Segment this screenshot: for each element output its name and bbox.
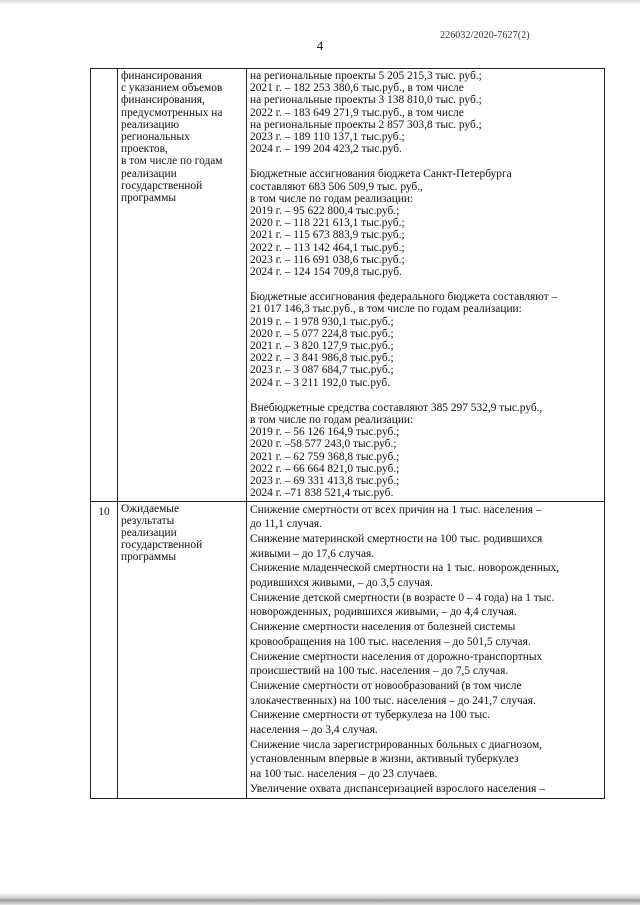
text-line: 2023 г. – 3 087 684,7 тыс.руб.; <box>250 364 394 377</box>
row-content-cell <box>247 69 605 502</box>
text-line: 2024 г. – 3 211 192,0 тыс.руб. <box>250 376 391 389</box>
text-line: региональных <box>121 131 190 144</box>
text-line: в том числе по годам реализации: <box>250 192 414 205</box>
text-line: Снижение смертности от всех причин на 1 тыс. населения – <box>250 503 542 516</box>
text-line: Снижение числа зарегистрированных больных с диагнозом, <box>250 738 543 751</box>
text-line: на региональные проекты 2 857 303,8 тыс. руб.; <box>250 118 482 131</box>
text-line: 2020 г. –58 577 243,0 тыс.руб.; <box>250 438 397 451</box>
row-label-cell <box>118 69 247 502</box>
text-line: государственной <box>121 179 203 192</box>
text-line: предусмотренных на <box>121 106 223 119</box>
text-line: с указанием объемов <box>121 82 223 95</box>
text-line: 2022 г. – 3 841 986,8 тыс.руб.; <box>250 352 394 365</box>
text-line: 2022 г. – 66 664 821,0 тыс.руб.; <box>250 462 400 475</box>
text-line: 2022 г. – 113 142 464,1 тыс.руб.; <box>250 241 405 254</box>
row-number-cell <box>91 69 118 502</box>
row-number-cell: 10 <box>91 501 118 798</box>
text-line: Снижение детской смертности (в возрасте 0 – 4 года) на 1 тыс. <box>250 591 555 604</box>
funding-paragraph <box>250 291 601 389</box>
page-number: 4 <box>316 38 324 53</box>
text-line: 2019 г. – 95 622 800,4 тыс.руб.; <box>250 205 400 218</box>
table-row-funding <box>91 69 605 502</box>
text-line: 2024 г. – 199 204 423,2 тыс.руб. <box>250 143 402 156</box>
funding-label <box>121 70 243 204</box>
text-line: 2023 г. – 189 110 137,1 тыс.руб.; <box>250 131 405 144</box>
funding-paragraph <box>250 402 601 500</box>
text-line: составляют 683 506 509,9 тыс. руб., <box>250 180 423 193</box>
text-line: происшествий на 100 тыс. населения – до 7,5 случая. <box>250 665 509 678</box>
text-line: 2019 г. – 1 978 930,1 тыс.руб.; <box>250 315 394 328</box>
text-line: реализацию <box>121 118 180 131</box>
text-line: 2021 г. – 182 253 380,6 тыс.руб., в том числе <box>250 82 464 95</box>
text-line: Ожидаемые <box>121 502 180 515</box>
text-line: 2024 г. –71 838 521,4 тыс.руб. <box>250 487 394 500</box>
text-line: в том числе по годам <box>121 155 223 168</box>
text-line: Бюджетные ассигнования федерального бюджета составляют – <box>250 291 558 304</box>
text-line: результаты <box>121 514 175 527</box>
text-line: 2020 г. – 118 221 613,1 тыс.руб.; <box>250 217 405 230</box>
text-line: злокачественных) на 100 тыс. населения – до 241,7 случая. <box>250 694 536 707</box>
text-line: 21 017 146,3 тыс.руб., в том числе по годам реализации: <box>250 303 522 316</box>
row-content-cell <box>247 501 605 798</box>
results-lines <box>250 503 601 797</box>
text-line: на 100 тыс. населения – до 23 случаев. <box>250 768 438 781</box>
table-row-results <box>91 501 605 798</box>
text-line: 2023 г. – 69 331 413,8 тыс.руб.; <box>250 475 400 488</box>
text-line: до 11,1 случая. <box>250 518 323 531</box>
text-line: государственной <box>121 539 203 552</box>
results-label <box>121 503 243 564</box>
row-label-cell <box>118 501 247 798</box>
text-line: установленным впервые в жизни, активный туберкулез <box>250 753 519 766</box>
document-code: 226032/2020-7627(2) <box>440 30 530 41</box>
text-line: 2023 г. – 116 691 038,6 тыс.руб.; <box>250 253 405 266</box>
text-line: проектов, <box>121 143 168 156</box>
scan-top-edge <box>0 0 640 5</box>
scan-bottom-edge <box>0 893 640 905</box>
text-line: программы <box>121 551 176 564</box>
text-line: Снижение смертности от туберкулеза на 100 тыс. <box>250 709 491 722</box>
text-line: реализации <box>121 167 177 180</box>
text-line: Бюджетные ассигнования бюджета Санкт-Петербурга <box>250 168 512 181</box>
text-line: 2021 г. – 62 759 368,8 тыс.руб.; <box>250 450 400 463</box>
text-line: программы <box>121 192 176 205</box>
text-line: в том числе по годам реализации: <box>250 414 414 427</box>
text-line: Снижение смертности от новообразований (в том числе <box>250 679 522 692</box>
text-line: родившихся живыми, – до 3,5 случая. <box>250 577 433 590</box>
text-line: населения – до 3,4 случая. <box>250 724 378 737</box>
text-line: реализации <box>121 526 177 539</box>
text-line: на региональные проекты 5 205 215,3 тыс. руб.; <box>250 70 482 82</box>
text-line: новорожденных, родившихся живыми, – до 4,4 случая. <box>250 606 517 619</box>
program-passport-table <box>90 68 605 799</box>
funding-paragraph <box>250 168 601 278</box>
text-line: Снижение младенческой смертности на 1 тыс. новорожденных, <box>250 562 560 575</box>
text-line: 2022 г. – 183 649 271,9 тыс.руб., в том числе <box>250 106 464 119</box>
text-line: Внебюджетные средства составляют 385 297 532,9 тыс.руб., <box>250 401 543 414</box>
text-line: Снижение смертности населения от дорожно-транспортных <box>250 650 543 663</box>
text-line: 2024 г. – 124 154 709,8 тыс.руб. <box>250 266 402 279</box>
text-line: Увеличение охвата диспансеризацией взрослого населения – <box>250 782 545 795</box>
text-line: Снижение материнской смертности на 100 тыс. родившихся <box>250 532 543 545</box>
text-line: 2019 г. – 56 126 164,9 тыс.руб.; <box>250 426 400 439</box>
text-line: финансирования, <box>121 94 205 107</box>
funding-blocks <box>250 70 601 500</box>
funding-paragraph <box>250 70 601 155</box>
text-line: живыми – до 17,6 случая. <box>250 547 375 560</box>
text-line: 2021 г. – 115 673 883,9 тыс.руб.; <box>250 229 405 242</box>
text-line: Снижение смертности населения от болезней системы <box>250 621 516 634</box>
text-line: на региональные проекты 3 138 810,0 тыс. руб.; <box>250 94 482 107</box>
text-line: финансирования <box>121 70 202 82</box>
text-line: кровообращения на 100 тыс. населения – до 501,5 случая. <box>250 635 531 648</box>
text-line: 2021 г. – 3 820 127,9 тыс.руб.; <box>250 340 394 353</box>
text-line: 2020 г. – 5 077 224,8 тыс.руб.; <box>250 327 394 340</box>
